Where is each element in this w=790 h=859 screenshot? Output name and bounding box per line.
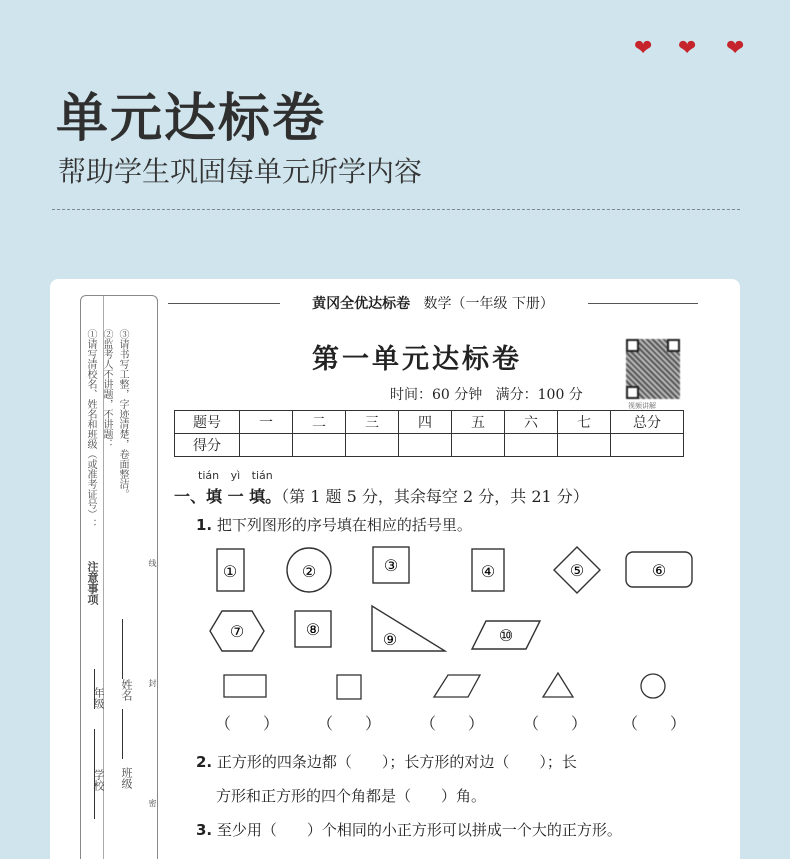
shape-number: ① — [222, 562, 238, 581]
table-cell: 总分 — [611, 411, 684, 434]
paper-header — [168, 293, 698, 313]
heart-icon: ❤ — [678, 36, 697, 61]
score-table — [174, 410, 684, 457]
field-line — [122, 709, 123, 759]
category-circle — [641, 674, 665, 698]
category-triangle — [543, 673, 573, 697]
shape-number: ⑦ — [229, 622, 245, 641]
score-cell[interactable] — [346, 434, 399, 457]
question-number: 3. — [196, 821, 213, 839]
shape-number: ⑤ — [569, 561, 585, 580]
notice-label: 注意事项 — [86, 561, 99, 605]
shape-number: ⑧ — [305, 620, 321, 639]
dashed-divider — [52, 209, 740, 210]
table-cell: 七 — [558, 411, 611, 434]
question-2-continued: 方形和正方形的四个角都是（ ）角。 — [216, 787, 487, 805]
field-grade: 年级 — [92, 687, 105, 709]
score-cell[interactable] — [505, 434, 558, 457]
answer-blank[interactable]: （ ） — [523, 714, 588, 733]
table-cell: 一 — [240, 411, 293, 434]
field-name: 姓名 — [120, 679, 133, 701]
question-1 — [196, 514, 472, 535]
qr-label: 视频讲解 — [628, 402, 656, 410]
question-number: 2. — [196, 753, 213, 771]
header-subject: 数学（一年级 下册） — [423, 296, 554, 312]
table-cell: 得分 — [175, 434, 240, 457]
cut-mark: 密 — [148, 799, 157, 807]
section-number: 一、 — [174, 487, 207, 506]
exam-time: 时间：60 分钟 — [390, 387, 483, 403]
exam-paper — [50, 279, 740, 859]
question-3 — [196, 819, 622, 840]
table-cell: 三 — [346, 411, 399, 434]
table-cell: 五 — [452, 411, 505, 434]
question-2 — [196, 751, 577, 772]
score-cell[interactable] — [452, 434, 505, 457]
header-text — [168, 293, 698, 313]
cut-mark: 封 — [148, 679, 157, 687]
notice-item-1: ①请写清校名、姓名和班级（或准考证号）： — [85, 329, 96, 529]
hearts-decoration — [630, 36, 760, 66]
field-school: 学校 — [92, 769, 105, 791]
banner-title: 单元达标卷 — [56, 89, 327, 149]
score-cell[interactable] — [399, 434, 452, 457]
table-cell: 六 — [505, 411, 558, 434]
question-number: 1. — [196, 516, 213, 534]
table-cell: 二 — [293, 411, 346, 434]
notice-item-2: ②监考人不讲题，不讲题： — [101, 329, 112, 449]
qr-code-icon[interactable] — [626, 339, 680, 399]
shape-number: ⑨ — [382, 630, 398, 649]
banner-subtitle: 帮助学生巩固每单元所学内容 — [58, 155, 423, 188]
qr-corner — [626, 339, 639, 352]
category-shapes — [200, 669, 720, 709]
numbered-shapes — [200, 541, 720, 661]
answer-blank[interactable]: （ ） — [622, 714, 687, 733]
answer-blank[interactable]: （ ） — [420, 714, 485, 733]
shape-number: ③ — [383, 556, 399, 575]
score-table-row — [175, 411, 684, 434]
score-cell[interactable] — [293, 434, 346, 457]
table-cell: 四 — [399, 411, 452, 434]
category-square — [337, 675, 361, 699]
field-line — [122, 619, 123, 679]
shape-number: ⑥ — [651, 561, 667, 580]
qr-corner — [667, 339, 680, 352]
exam-title: 第一单元达标卷 — [312, 344, 522, 375]
question-text: 正方形的四条边都（ ）；长方形的对边（ ）；长 — [216, 753, 577, 771]
score-table-row — [175, 434, 684, 457]
qr-corner — [626, 386, 639, 399]
header-brand: 黄冈全优达标卷 — [312, 296, 411, 312]
shape-number: ④ — [480, 562, 496, 581]
question-text: 至少用（ ）个相同的小正方形可以拼成一个大的正方形。 — [216, 821, 622, 839]
heart-icon: ❤ — [634, 36, 653, 61]
section-heading — [174, 484, 589, 507]
answer-blank[interactable]: （ ） — [317, 714, 382, 733]
question-text: 把下列图形的序号填在相应的括号里。 — [216, 516, 472, 534]
score-cell[interactable] — [240, 434, 293, 457]
answer-blank[interactable]: （ ） — [215, 714, 280, 733]
section-title: 填 一 填。 — [206, 487, 282, 506]
shape-number: ② — [301, 562, 317, 581]
cut-mark: 线 — [148, 559, 157, 567]
section-pinyin: tián yì tián — [198, 469, 273, 482]
notice-item-3: ③请书写工整，字迹清楚，卷面整洁。 — [117, 329, 128, 499]
exam-meta — [390, 384, 583, 404]
table-cell: 题号 — [175, 411, 240, 434]
section-note: （第 1 题 5 分，其余每空 2 分，共 21 分） — [281, 487, 589, 506]
category-rectangle — [224, 675, 266, 697]
heart-icon: ❤ — [726, 36, 745, 61]
field-class: 班级 — [120, 767, 133, 789]
shape-number: ⑩ — [498, 626, 514, 645]
score-cell[interactable] — [611, 434, 684, 457]
exam-full-score: 满分：100 分 — [495, 387, 583, 403]
category-parallelogram — [434, 675, 480, 697]
score-cell[interactable] — [558, 434, 611, 457]
